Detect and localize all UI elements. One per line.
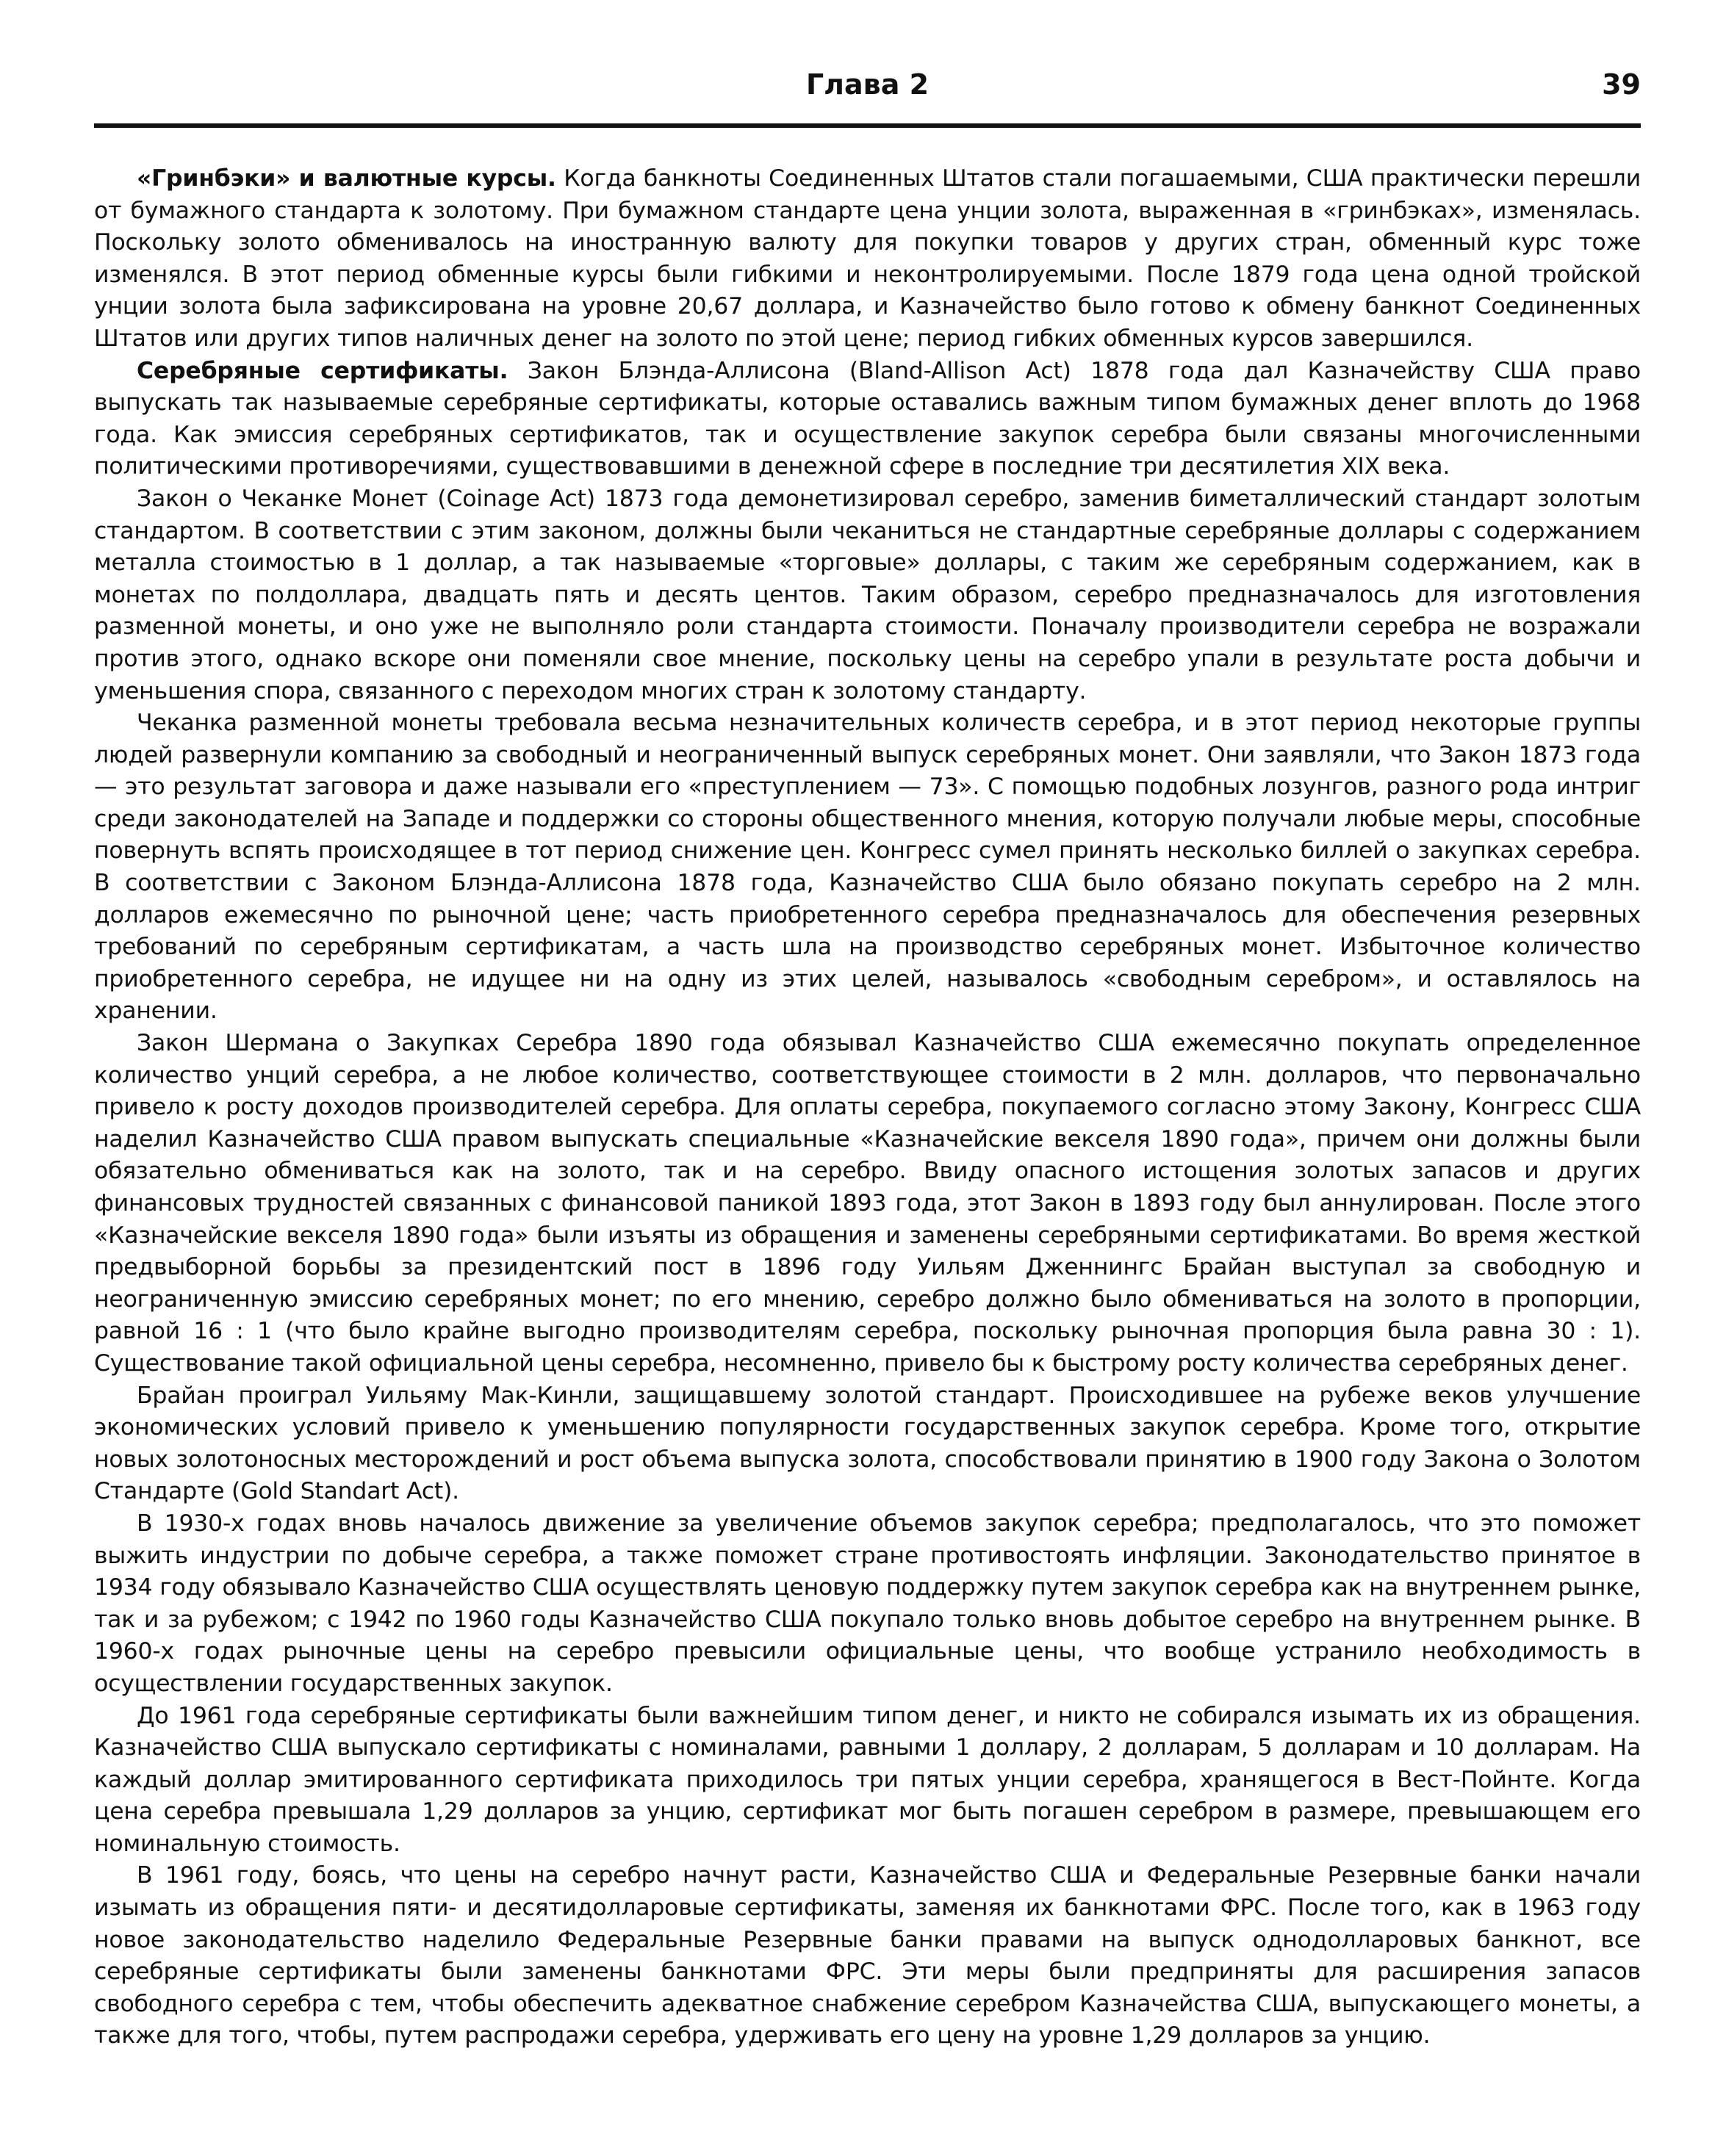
running-header (94, 59, 1641, 110)
paragraph-text: Чеканка разменной монеты требовала весьма незначительных количеств серебра, и в этот период некоторые группы людей развернули компанию за свободный и неограниченный выпуск серебряных монет. Они заявляли, что Закон 1873 года — это результат заговора и даже называли его «преступлением — 73». С помощью подобных лозунгов, разного рода интриг среди законодателей на Западе и поддержки со стороны общественного мнения, которую получали любые меры, способные повернуть вспять происходящее в тот период снижение цен. Конгресс сумел принять несколько биллей о закупках серебра. В соответствии с Законом Блэнда-Аллисона 1878 года, Казначейство США было обязано покупать серебро на 2 млн. долларов ежемесячно по рыночной цене; часть приобретенного серебра предназначалось для обеспечения резервных требований по серебряным сертификатам, а часть шла на производство серебряных монет. Избыточное количество приобретенного серебра, не идущее ни на одну из этих целей, называлось «свободным серебром», и оставлялось на хранении. (94, 710, 1641, 1025)
chapter-title: Глава 2 (805, 68, 929, 101)
paragraph-before-1961 (94, 1701, 1641, 1861)
paragraph-text: В 1930-х годах вновь началось движение за увеличение объемов закупок серебра; предполагалось, что это поможет выжить индустрии по добыче серебра, а также поможет стране противостоять инфляции. Законодательство принятое в 1934 году обязывало Казначейство США осуществлять ценовую поддержку путем закупок серебра как на внутреннем рынке, так и за рубежом; с 1942 по 1960 годы Казначейство США покупало только вновь добытое серебро на внутреннем рынке. В 1960-х годах рыночные цены на серебро превысили официальные цены, что вообще устранило необходимость в осуществлении государственных закупок. (94, 1510, 1641, 1697)
paragraph-coinage-act (94, 483, 1641, 707)
paragraph-text: Закон Шермана о Закупках Серебра 1890 года обязывал Казначейство США ежемесячно покупать определенное количество унций серебра, а не любое количество, соответствующее стоимости в 2 млн. долларов, что первоначально привело к росту доходов производителей серебра. Для оплаты серебра, покупаемого согласно этому Закону, Конгресс США наделил Казначейство США правом выпускать специальные «Казначейские векселя 1890 года», причем они должны были обязательно обмениваться как на золото, так и на серебро. Ввиду опасного истощения золотых запасов и других финансовых трудностей связанных с финансовой паникой 1893 года, этот Закон в 1893 году был аннулирован. После этого «Казначейские векселя 1890 года» были изъяты из обращения и заменены серебряными сертификатами. Во время жесткой предвыборной борьбы за президентский пост в 1896 году Уильям Дженнингс Брайан выступал за свободную и неограниченную эмиссию серебряных монет; по его мнению, серебро должно было обмениваться на золото в пропорции, равной 16 : 1 (что было крайне выгодно производителям серебра, поскольку рыночная пропорция была равна 30 : 1). Существование такой официальной цены серебра, несомненно, привело бы к быстрому росту количества серебряных денег. (94, 1030, 1641, 1377)
paragraph-text: В 1961 году, боясь, что цены на серебро начнут расти, Казначейство США и Федеральные Резервные банки начали изымать из обращения пяти- и десятидолларовые сертификаты, заменяя их банкнотами ФРС. После того, как в 1963 году новое законодательство наделило Федеральные Резервные банки правами на выпуск однодолларовых банкнот, все серебряные сертификаты были заменены банкнотами ФРС. Эти меры были предприняты для расширения запасов свободного серебра с тем, чтобы обеспечить адекватное снабжение серебром Казначейства США, выпускающего монеты, а также для того, чтобы, путем распродажи серебра, удерживать его цену на уровне 1,29 долларов за унцию. (94, 1862, 1641, 2049)
paragraph-silver-certificates (94, 356, 1641, 483)
paragraph-text: Когда банкноты Соединенных Штатов стали погашаемыми, США практически перешли от бумажного стандарта к золотому. При бумажном стандарте цена унции золота, выраженная в «гринбэках», изменялась. Поскольку золото обменивалось на иностранную валюту для покупки товаров у других стран, обменный курс тоже изменялся. В этот период обменные курсы были гибкими и неконтролируемыми. После 1879 года цена одной тройской унции золота была зафиксирована на уровне 20,67 доллара, и Казначейство было готово к обмену банкнот Соединенных Штатов или других типов наличных денег на золото по этой цене; период гибких обменных курсов завершился. (94, 165, 1641, 352)
paragraph-lead: «Гринбэки» и валютные курсы. (137, 165, 556, 192)
paragraph-text: До 1961 года серебряные сертификаты были важнейшим типом денег, и никто не собирался изымать их из обращения. Казначейство США выпускало сертификаты с номиналами, равными 1 доллару, 2 долларам, 5 долларам и 10 долларам. На каждый доллар эмитированного сертификата приходилось три пятых унции серебра, хранящегося в Вест-Пойнте. Когда цена серебра превышала 1,29 долларов за унцию, сертификат мог быть погашен серебром в размере, превышающем его номинальную стоимость. (94, 1702, 1641, 1857)
page-number: 39 (1602, 68, 1641, 101)
body-text (94, 163, 1641, 2052)
paragraph-bryan (94, 1380, 1641, 1508)
paragraph-1961 (94, 1860, 1641, 2052)
paragraph-1930s (94, 1508, 1641, 1701)
paragraph-text: Брайан проиграл Уильяму Мак-Кинли, защищавшему золотой стандарт. Происходившее на рубеже веков улучшение экономических условий привело к уменьшению популярности государственных закупок серебра. Кроме того, открытие новых золотоносных месторождений и рост объема выпуска золота, способствовали принятию в 1900 году Закона о Золотом Стандарте (Gold Standart Act). (94, 1382, 1641, 1505)
paragraph-text: Закон о Чеканке Монет (Coinage Act) 1873 года демонетизировал серебро, заменив биметаллический стандарт золотым стандартом. В соответствии с этим законом, должны были чеканиться не стандартные серебряные доллары с содержанием металла стоимостью в 1 доллар, а так называемые «торговые» доллары, с таким же серебряным содержанием, как в монетах по полдоллара, двадцать пять и десять центов. Таким образом, серебро предназначалось для изготовления разменной монеты, и оно уже не выполняло роли стандарта стоимости. Поначалу производители серебра не возражали против этого, однако вскоре они поменяли свое мнение, поскольку цены на серебро упали в результате роста добычи и уменьшения спора, связанного с переходом многих стран к золотому стандарту. (94, 485, 1641, 704)
paragraph-greenbacks (94, 163, 1641, 356)
paragraph-sherman-act (94, 1028, 1641, 1380)
header-rule (94, 123, 1641, 128)
document-page (94, 59, 1641, 2052)
paragraph-free-silver (94, 707, 1641, 1028)
paragraph-lead: Серебряные сертификаты. (137, 357, 508, 384)
paragraph-text: Закон Блэнда-Аллисона (Bland-Allison Act) 1878 года дал Казначейству США право выпускать так называемые серебряные сертификаты, которые оставались важным типом бумажных денег вплоть до 1968 года. Как эмиссия серебряных сертификатов, так и осуществление закупок серебра были связаны многочисленными политическими противоречиями, существовавшими в денежной сфере в последние три десятилетия XIX века. (94, 357, 1641, 480)
